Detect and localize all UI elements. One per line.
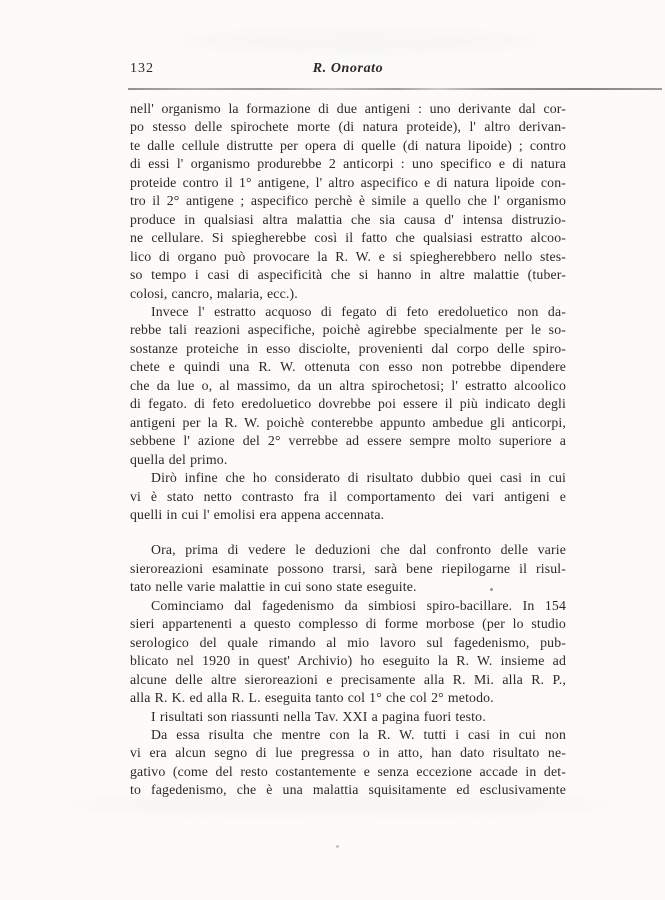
page-header — [130, 61, 566, 79]
text-line: sieri appartenenti a questo complesso di forme morbose (per lo studio — [130, 616, 566, 632]
paragraph — [130, 469, 566, 524]
text-line: Da essa risulta che mentre con la R. W. tutti i casi in cui non — [151, 726, 566, 742]
text-line: nell' organismo la formazione di due antigeni : uno derivante dal cor- — [130, 101, 566, 116]
text-line: rebbe tali reazioni aspecifiche, poichè agirebbe specialmente per le so- — [130, 322, 566, 338]
page-number: 132 — [130, 61, 154, 76]
text-line: sebbene l' azione del 2° verrebbe ad essere sempre molto superiore a — [130, 433, 566, 449]
scan-ghosting-top — [180, 28, 540, 54]
text-line: produce in qualsiasi altra malattia che sia causa d' intensa distruzio- — [130, 211, 566, 227]
scan-speck — [336, 845, 339, 848]
text-line: vi era alcun segno di lue pregressa o in atto, han dato risultato ne- — [130, 745, 566, 761]
text-line: che da lue o, al massimo, da un altra spirochetosi; l' estratto alcoolico — [130, 377, 566, 393]
text-line: antigeni per la R. W. poichè conterebbe appunto ambedue gli anticorpi, — [130, 414, 566, 430]
text-line: te dalle cellule distrutte per opera di quelle (di natura lipoide) ; contro — [130, 137, 566, 153]
text-line: chete e quindi una R. W. ottenuta con esso non potrebbe dipendere — [130, 359, 566, 375]
page-body — [130, 100, 566, 800]
text-line: so tempo i casi di aspecificità che si hanno in altre malattie (tuber- — [130, 267, 566, 283]
running-header: R. Onorato — [312, 61, 384, 76]
text-line: sieroreazioni esaminate possono trarsi, sarà bene riepilogarne il risul- — [130, 560, 566, 576]
text-line: blicato nel 1920 in quest' Archivio) ho eseguito la R. W. insieme ad — [130, 653, 566, 669]
text-line: vi è stato netto contrasto fra il comportamento dei vari antigeni e — [130, 488, 566, 504]
text-line: Dirò infine che ho considerato di risultato dubbio quei casi in cui — [151, 470, 566, 486]
text-line: I risultati son riassunti nella Tav. XXI a pagina fuori testo. — [151, 708, 486, 724]
text-line: gativo (come del resto costantemente e senza eccezione accade in det- — [130, 763, 566, 779]
text-line: Invece l' estratto acquoso di fegato di feto eredoluetico non da- — [151, 303, 566, 319]
text-line: Cominciamo dal fagedenismo da simbiosi spiro-bacillare. In 154 — [151, 597, 566, 613]
paragraph — [130, 100, 566, 303]
paragraph — [130, 541, 566, 596]
text-line: lico di organo può provocare la R. W. e si spiegherebbero nello stes- — [130, 248, 566, 264]
text-line: alcune delle altre sieroreazioni e precisamente alla R. Mi. alla R. P., — [130, 671, 566, 687]
text-line: di essi l' organismo produrebbe 2 anticorpi : uno specifico e di natura — [130, 156, 566, 172]
text-line: sostanze proteiche in esso disciolte, provenienti dal corpo delle spiro- — [130, 340, 566, 356]
text-line: colosi, cancro, malaria, ecc.). — [130, 285, 298, 301]
text-line: tato nelle varie malattie in cui sono state eseguite. — [130, 579, 417, 595]
text-line: Ora, prima di vedere le deduzioni che dal confronto delle varie — [151, 542, 566, 558]
paragraph — [130, 303, 566, 469]
paragraph — [130, 597, 566, 708]
paragraph — [130, 726, 566, 800]
paragraph — [130, 708, 566, 726]
text-line: alla R. K. ed alla R. L. eseguita tanto col 1° che col 2° metodo. — [130, 690, 494, 706]
text-line: quella del primo. — [130, 451, 228, 467]
text-line: to fagedenismo, che è una malattia squisitamente ed esclusivamente — [130, 782, 566, 798]
text-line: quelli in cui l' emolisi era appena accennata. — [130, 506, 385, 522]
text-line: serologico del quale rimando al mio lavoro sul fagedenismo, pub- — [130, 634, 566, 650]
text-line: tro il 2° antigene ; aspecifico perchè è simile a quello che l' organismo — [130, 193, 566, 209]
text-line: proteide contro il 1° antigene, l' altro aspecifico e di natura lipoide con- — [130, 174, 566, 190]
text-line: ne cellulare. Si spiegherebbe così il fatto che qualsiasi estratto alcoo- — [130, 230, 566, 246]
header-rule — [128, 88, 662, 90]
text-line: di fegato. di feto eredoluetico dovrebbe poi essere il più indicato degli — [130, 396, 566, 412]
text-line: po stesso delle spirochete morte (di natura proteide), l' altro derivan- — [130, 119, 566, 135]
